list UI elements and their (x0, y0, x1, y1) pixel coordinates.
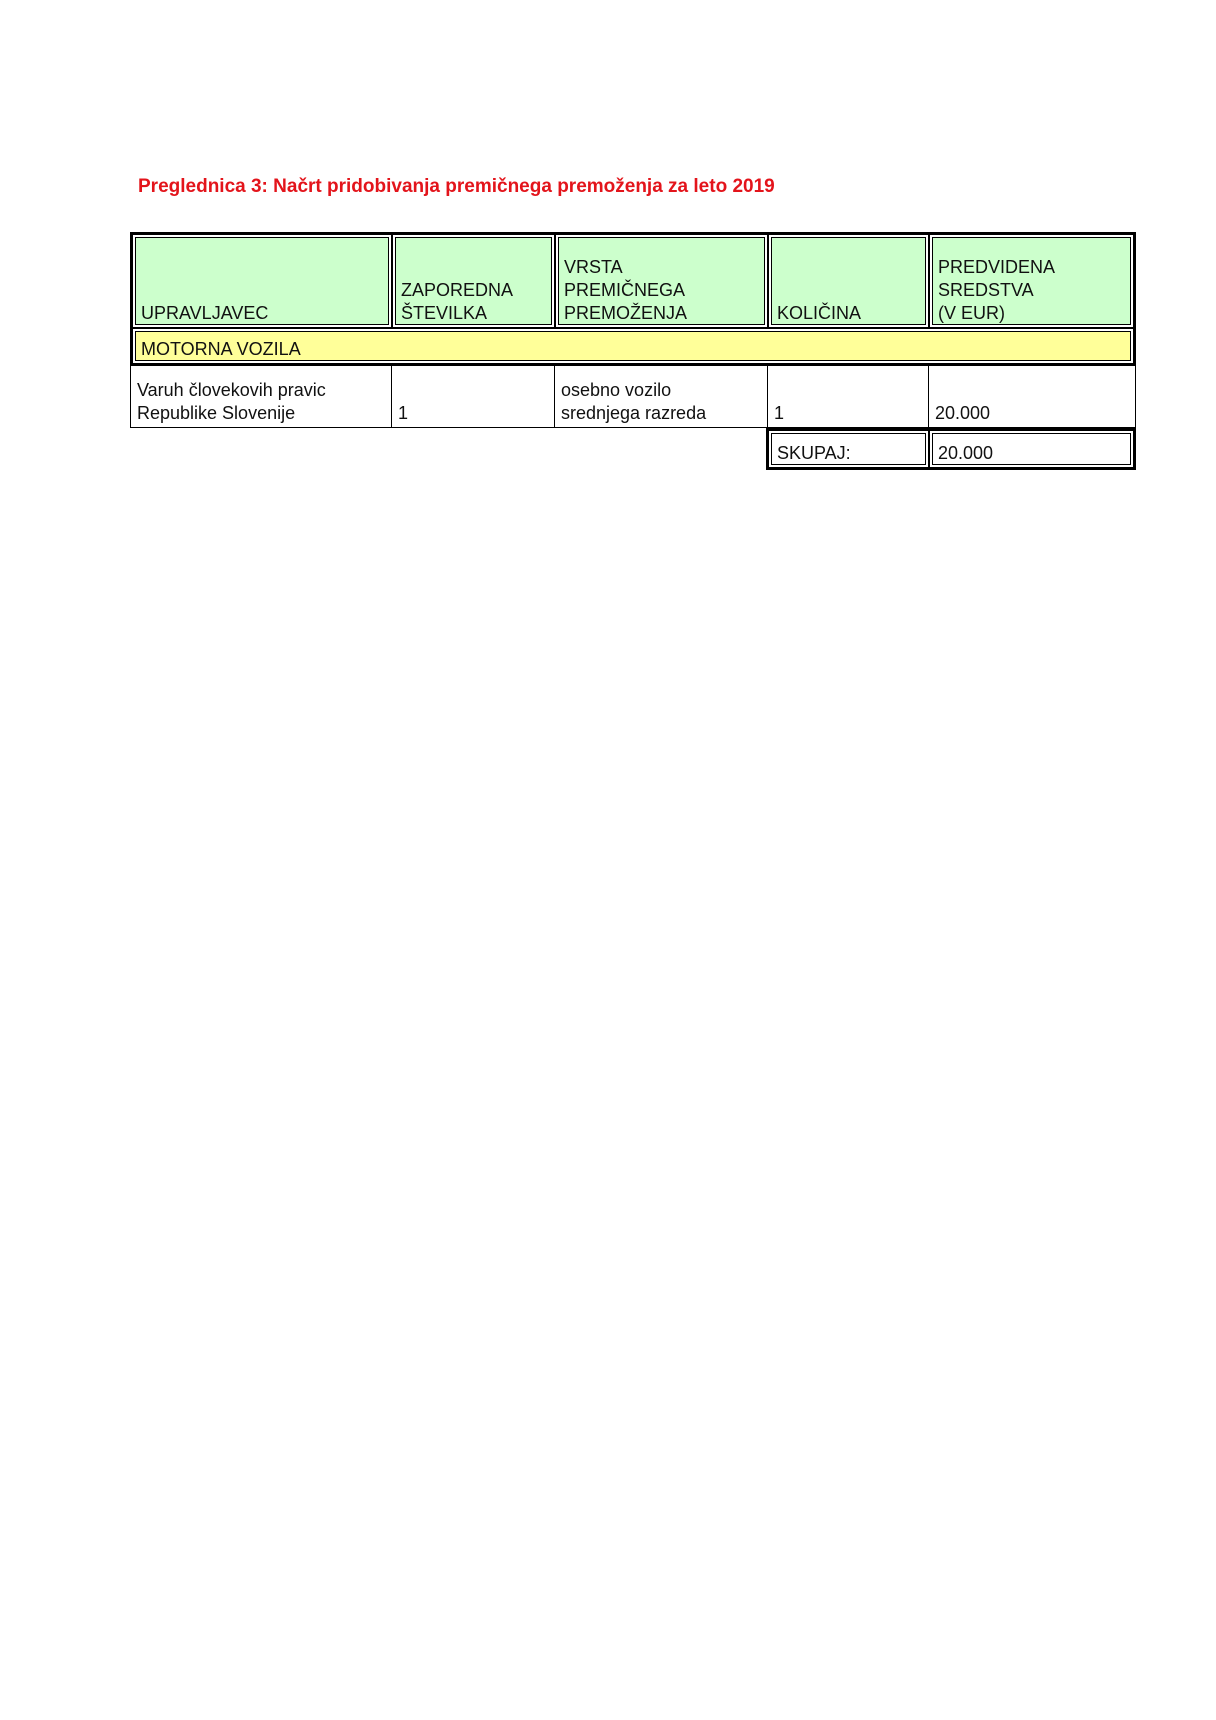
total-label: SKUPAJ: (768, 430, 929, 468)
header-zaporedna-stevilka: ZAPOREDNA ŠTEVILKA (392, 234, 555, 328)
row-zaporedna-stevilka: 1 (392, 366, 555, 428)
table-caption: Preglednica 3: Načrt pridobivanja premičnega premoženja za leto 2019 (138, 176, 775, 197)
row-predvidena-sredstva: 20.000 (929, 366, 1136, 428)
total-value: 20.000 (929, 430, 1134, 468)
row-kolicina: 1 (768, 366, 929, 428)
header-predvidena-sredstva: PREDVIDENA SREDSTVA (V EUR) (929, 234, 1134, 328)
row-vrsta-premoznja: osebno vozilo srednjega razreda (555, 366, 768, 428)
header-vrsta-premoznja: VRSTA PREMIČNEGA PREMOŽENJA (555, 234, 768, 328)
category-row: MOTORNA VOZILA (132, 328, 1134, 364)
header-upravljavec: UPRAVLJAVEC (132, 234, 392, 328)
row-upravljavec: Varuh človekovih pravic Republike Slovenije (130, 366, 392, 428)
header-kolicina: KOLIČINA (768, 234, 929, 328)
